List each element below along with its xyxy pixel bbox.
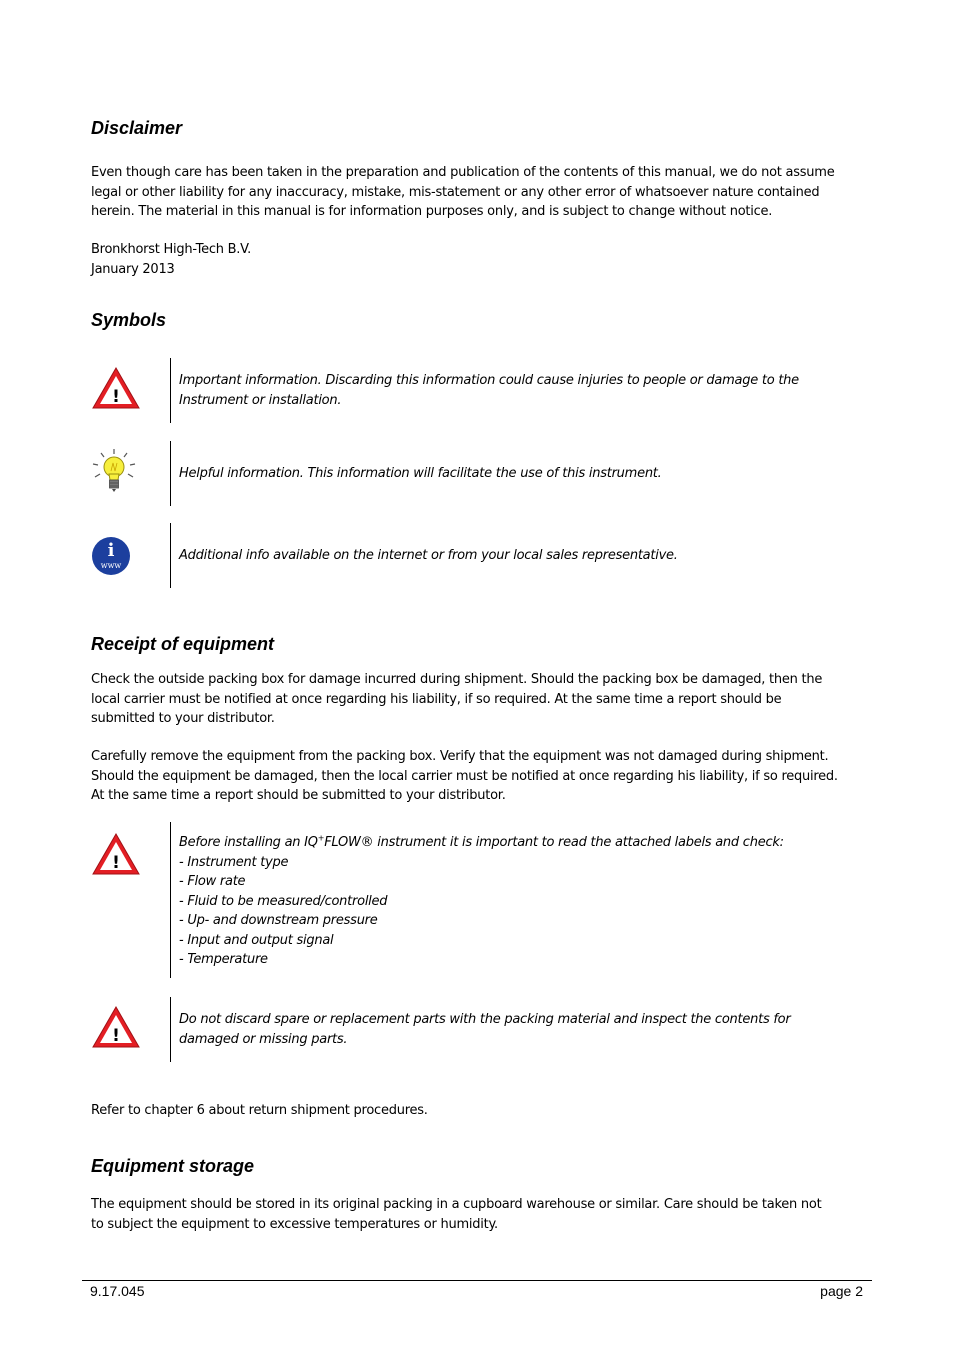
symbol-description-line: Helpful information. This information will facilitate the use of this instrument.: [179, 466, 662, 481]
disclaimer-signature: [91, 240, 866, 279]
disclaimer-line: legal or other liability for any inaccuracy, mistake, mis-statement or any other error of whatsoever nature contained: [91, 184, 820, 200]
symbol-divider: [170, 441, 171, 506]
symbol-description-line: Important information. Discarding this information could cause injuries to people or damage to the: [179, 373, 799, 388]
symbol-divider: [170, 523, 171, 588]
company-name: Bronkhorst High-Tech B.V.: [91, 242, 252, 257]
receipt-paragraph-2: [91, 747, 881, 806]
check-item: - Up- and downstream pressure: [179, 913, 378, 928]
warning-icon: [91, 832, 141, 881]
receipt-line: At the same time a report should be submitted to your distributor.: [91, 788, 506, 803]
note-divider: [170, 997, 171, 1062]
disclaimer-line: Even though care has been taken in the preparation and publication of the contents of this manual, we do not assume: [91, 165, 835, 180]
note-divider: [170, 822, 171, 978]
check-item: - Fluid to be measured/controlled: [179, 893, 388, 909]
symbol-row-important: [91, 358, 871, 423]
info-icon-letter: i: [107, 540, 115, 561]
doc-number: 9.17.045: [90, 1283, 145, 1299]
symbol-description: [179, 464, 869, 484]
note-text: [179, 1010, 869, 1049]
symbol-description-line: Additional info available on the internet or from your local sales representative.: [179, 548, 678, 563]
symbol-description: [179, 546, 869, 566]
check-item: - Flow rate: [179, 874, 246, 889]
heading-symbols: Symbols: [91, 310, 167, 330]
symbol-description: [179, 371, 869, 410]
note-line: Do not discard spare or replacement parts with the packing material and inspect the contents for: [179, 1012, 791, 1027]
disclaimer-text: [91, 163, 866, 222]
symbol-divider: [170, 358, 171, 423]
disclaimer-line: herein. The material in this manual is for information purposes only, and is subject to change without notice.: [91, 204, 773, 219]
note-line: damaged or missing parts.: [179, 1031, 348, 1047]
svg-text:!: !: [112, 1026, 120, 1046]
receipt-line: Should the equipment be damaged, then the local carrier must be notified at once regarding his liability, if so required.: [91, 768, 838, 784]
receipt-line: submitted to your distributor.: [91, 711, 275, 726]
heading-storage: Equipment storage: [91, 1156, 255, 1176]
symbol-description-line: Instrument or installation.: [179, 392, 342, 408]
note-intro: Before installing an IQ+FLOW® instrument it is important to read the attached labels and check:: [179, 833, 784, 850]
publication-date: January 2013: [91, 261, 175, 277]
symbol-row-info: [91, 523, 871, 588]
svg-text:!: !: [112, 387, 120, 407]
note-spare-parts: [91, 997, 871, 1062]
footer-rule: [82, 1280, 872, 1281]
lightbulb-icon: [91, 447, 137, 500]
info-www-icon: [91, 536, 131, 581]
heading-disclaimer: Disclaimer: [91, 118, 183, 138]
symbol-row-helpful: [91, 441, 871, 506]
receipt-line: local carrier must be notified at once regarding his liability, if so required. At the same time a report should be: [91, 691, 782, 707]
receipt-line: Carefully remove the equipment from the packing box. Verify that the equipment was not damaged during shipment.: [91, 749, 829, 764]
storage-text: [91, 1195, 866, 1234]
warning-icon: [91, 1005, 141, 1054]
refer-text: [91, 1101, 866, 1121]
note-before-installing: [91, 822, 871, 978]
page-number: page 2: [820, 1283, 863, 1299]
note-text: [179, 833, 869, 970]
info-icon-caption: www: [100, 561, 122, 570]
receipt-paragraph-1: [91, 670, 866, 729]
heading-receipt: Receipt of equipment: [91, 634, 275, 654]
receipt-line: Check the outside packing box for damage incurred during shipment. Should the packing box be damaged, then the: [91, 672, 823, 687]
storage-line: The equipment should be stored in its original packing in a cupboard warehouse or similar. Care should be taken not: [91, 1197, 822, 1212]
warning-icon: [91, 366, 141, 415]
storage-line: to subject the equipment to excessive temperatures or humidity.: [91, 1216, 498, 1232]
refer-line: Refer to chapter 6 about return shipment procedures.: [91, 1103, 428, 1118]
svg-text:!: !: [112, 853, 120, 873]
check-item: - Input and output signal: [179, 932, 334, 948]
check-item: - Temperature: [179, 952, 268, 967]
check-item: - Instrument type: [179, 854, 289, 870]
